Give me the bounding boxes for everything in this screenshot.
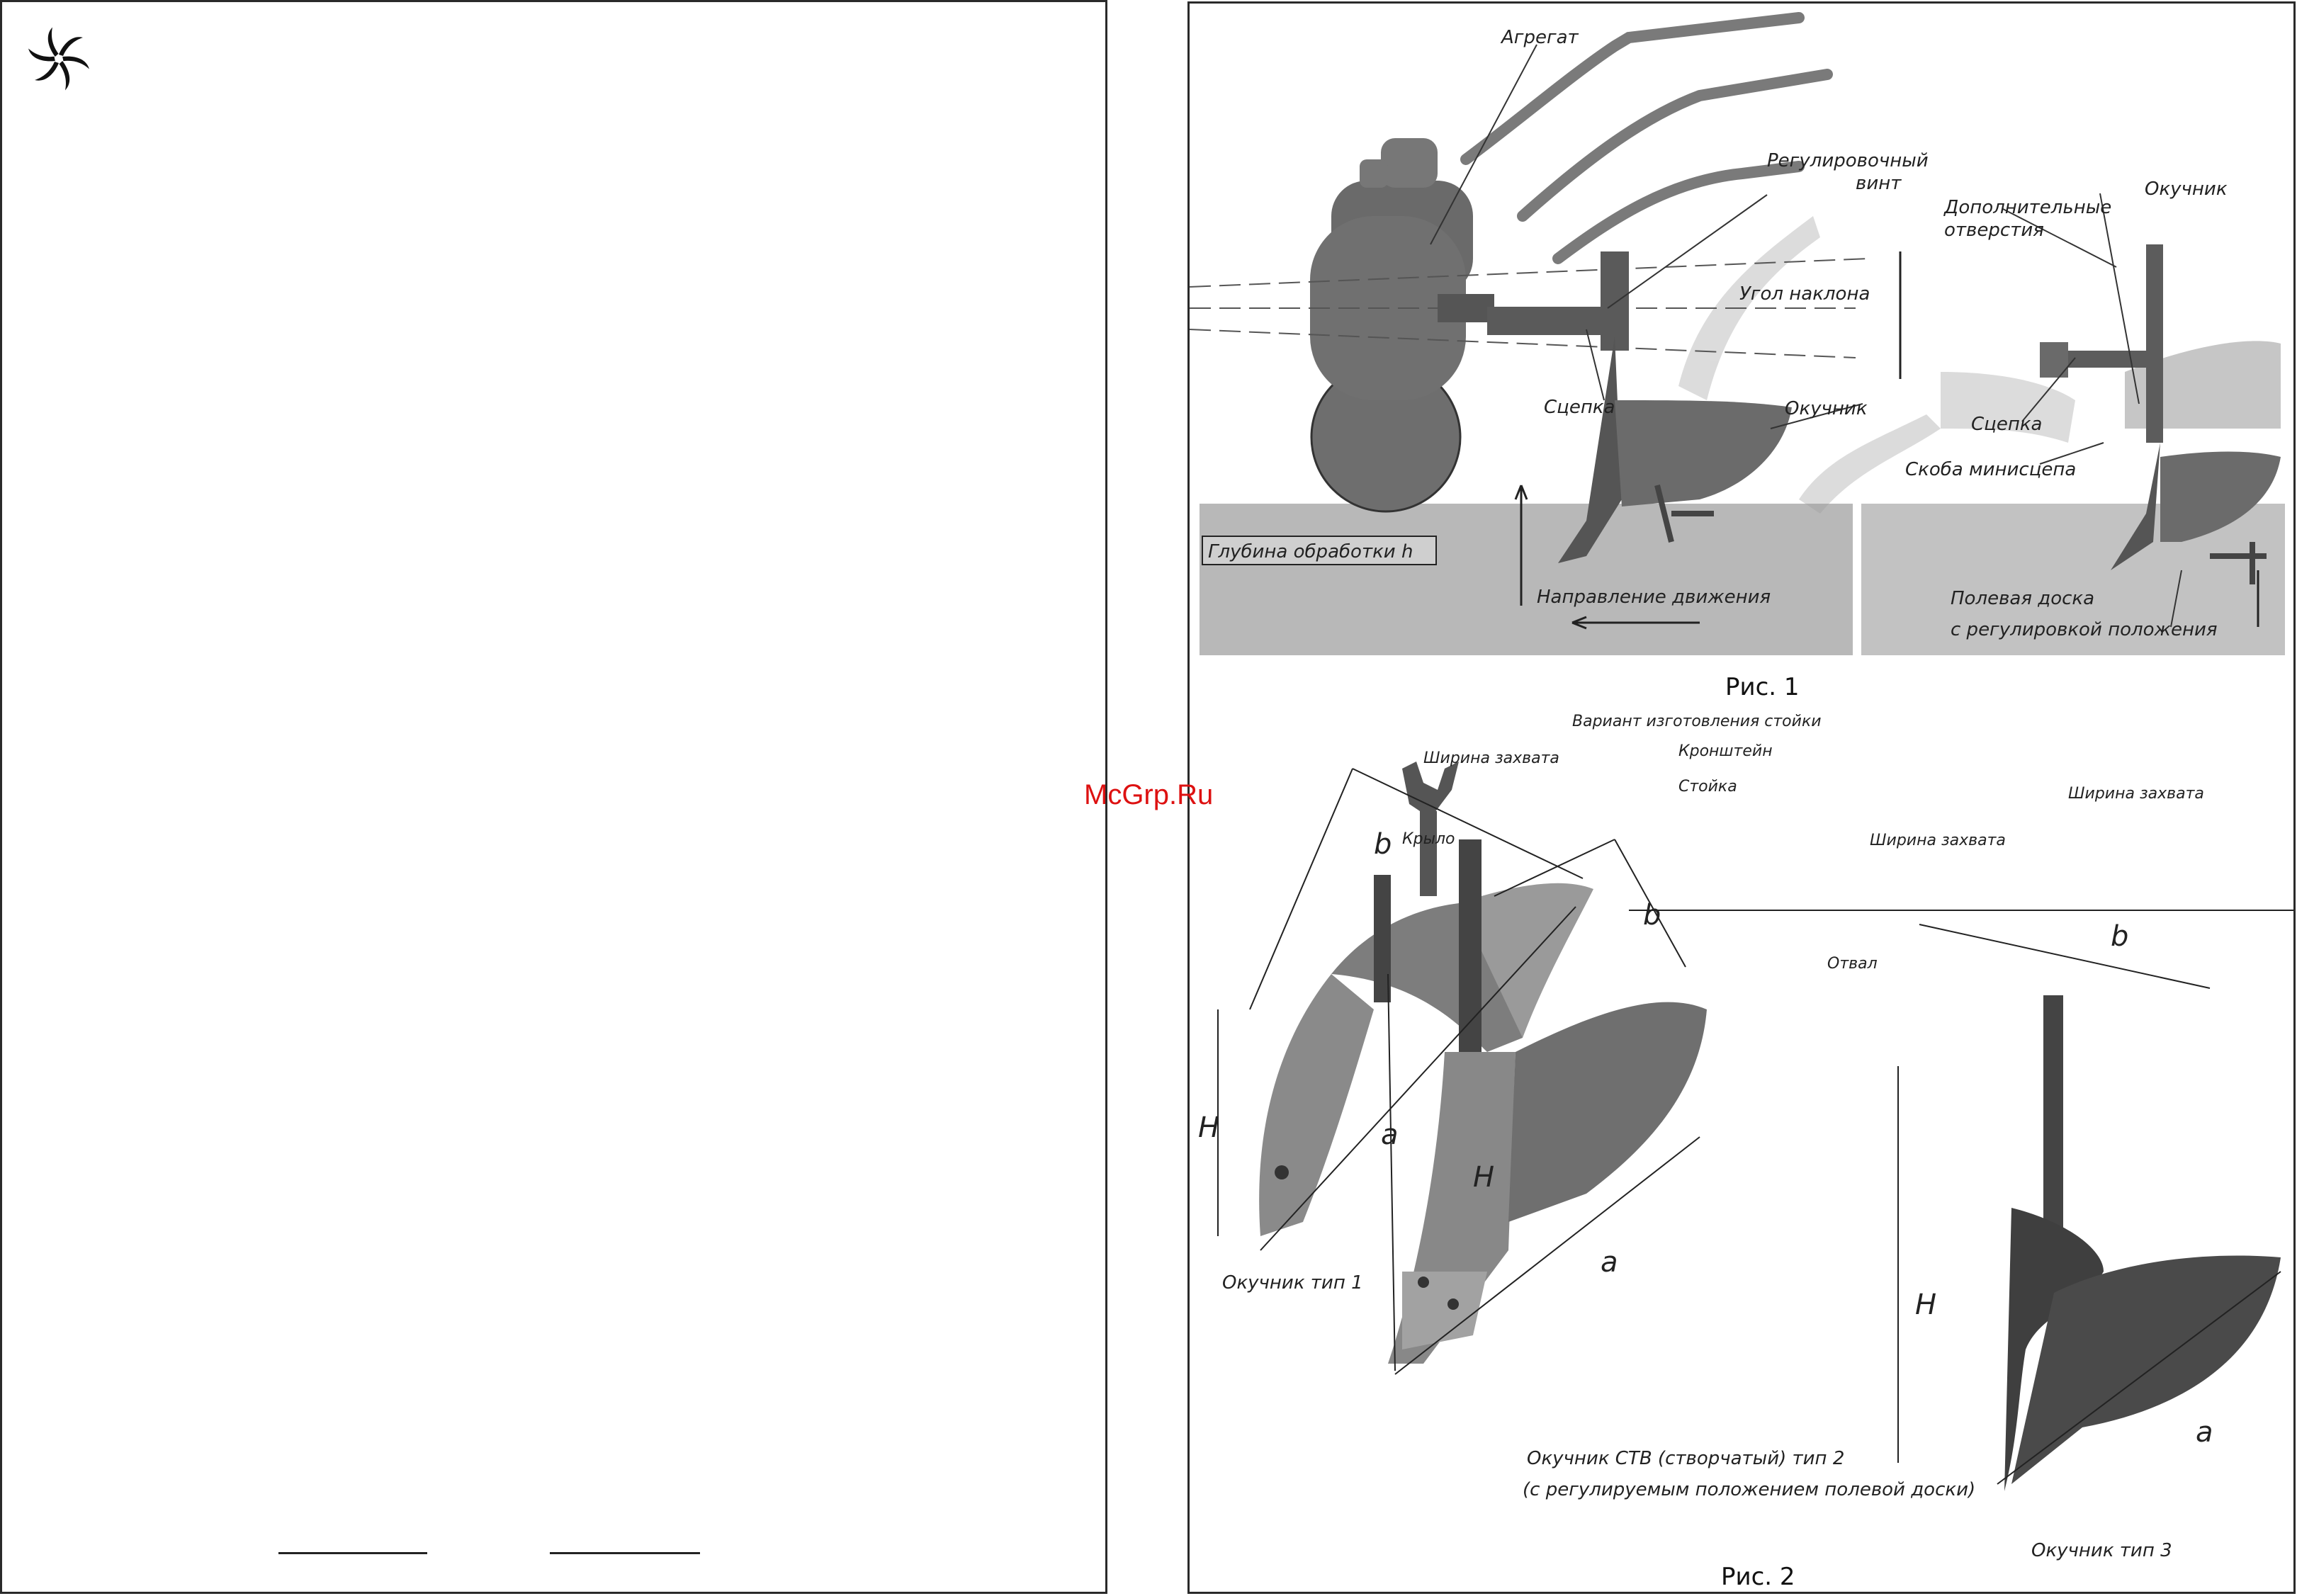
label-hiller-right: Окучник	[2145, 179, 2228, 200]
label-stand: Стойка	[1678, 778, 1737, 796]
dim-b-2: b	[1643, 899, 1661, 932]
dim-H-1: H	[1198, 1111, 1220, 1144]
label-width-2: Ширина захвата	[1870, 832, 2006, 849]
dim-H-2: H	[1473, 1161, 1495, 1194]
dim-a-2: a	[1601, 1246, 1618, 1279]
dim-b-3: b	[2111, 920, 2129, 953]
pinwheel-logo-icon	[23, 23, 94, 94]
label-extra-holes-2: отверстия	[1944, 220, 2044, 241]
stand-variant	[1402, 762, 1459, 896]
signature-line-2	[550, 1552, 700, 1554]
label-stand-variant: Вариант изготовления стойки	[1572, 713, 1822, 730]
label-adjust-screw-2: винт	[1856, 173, 1902, 194]
figure-2-caption: Рис. 2	[1721, 1563, 1795, 1591]
hiller-type-3	[2004, 995, 2281, 1491]
label-direction: Направление движения	[1537, 587, 1771, 608]
label-wing: Крыло	[1402, 830, 1455, 848]
figure-1	[1190, 18, 2285, 701]
technical-illustrations	[1190, 4, 2293, 1592]
tractor-unit	[1310, 138, 1494, 511]
label-hiller-left: Окучник	[1785, 398, 1868, 419]
label-depth: Глубина обработки h	[1208, 541, 1413, 562]
left-page	[0, 0, 1107, 1594]
soil-left	[1200, 504, 1853, 655]
label-type-2-line-1: Окучник СТВ (створчатый) тип 2	[1527, 1448, 1845, 1469]
label-type-2-line-2: (с регулируемым положением полевой доски)	[1523, 1479, 1976, 1500]
label-tilt-angle: Угол наклона	[1739, 283, 1870, 305]
right-page	[1187, 1, 2296, 1594]
label-mouldboard: Отвал	[1827, 955, 1878, 973]
figure-1-caption: Рис. 1	[1725, 673, 1800, 701]
dim-a-3: a	[2196, 1416, 2213, 1449]
label-mini-hitch-bracket: Скоба минисцепа	[1905, 459, 2077, 480]
label-type-1: Окучник тип 1	[1222, 1272, 1363, 1294]
label-type-3: Окучник тип 3	[2031, 1540, 2172, 1561]
label-aggregate: Агрегат	[1501, 27, 1579, 48]
watermark: McGrp.Ru	[1084, 779, 1214, 810]
dim-H-3: H	[1915, 1289, 1937, 1321]
label-bracket: Кронштейн	[1678, 742, 1773, 760]
label-field-board-2: с регулировкой положения	[1951, 619, 2218, 640]
label-adjust-screw-1: Регулировочный	[1767, 150, 1929, 171]
label-extra-holes-1: Дополнительные	[1944, 197, 2112, 218]
dim-b-1: b	[1374, 828, 1392, 861]
dim-a-1: a	[1381, 1119, 1399, 1151]
figure-2	[1198, 713, 2293, 1591]
label-width-1: Ширина захвата	[1423, 749, 1559, 767]
signature-line-1	[278, 1552, 427, 1554]
label-hitch-right: Сцепка	[1971, 414, 2043, 435]
label-width-3: Ширина захвата	[2068, 785, 2204, 803]
label-hitch-left: Сцепка	[1544, 397, 1615, 418]
label-field-board-1: Полевая доска	[1951, 588, 2095, 609]
